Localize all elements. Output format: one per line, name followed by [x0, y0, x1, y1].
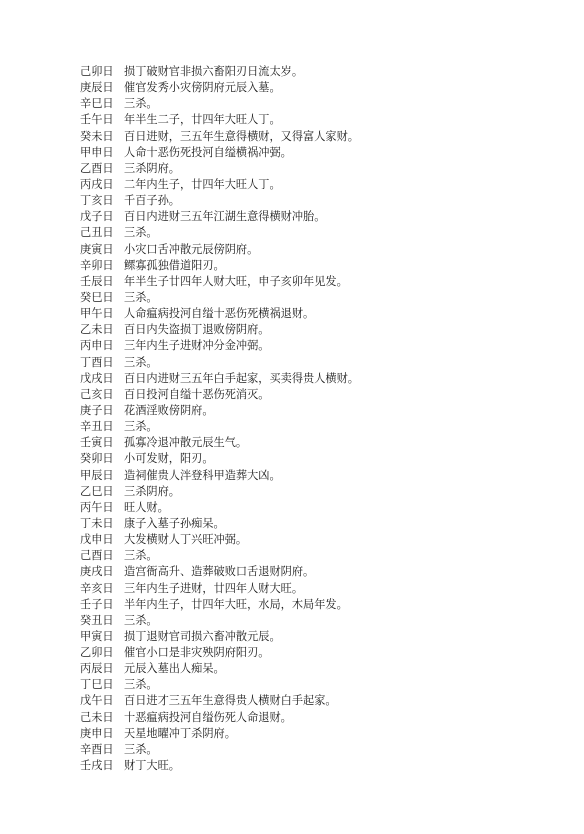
day-description: 百日投河自缢十恶伤死消灭。	[124, 387, 270, 401]
day-description: 损丁退财官司损六畜冲散元辰。	[124, 629, 281, 643]
day-entry	[80, 484, 560, 500]
day-description: 百日内进财三五年江湖生意得横财冲胎。	[124, 210, 326, 224]
day-description: 三杀。	[124, 613, 158, 627]
day-description: 二年内生子，廿四年大旺人丁。	[124, 177, 281, 191]
day-entry	[80, 64, 560, 80]
day-label: 庚戌日	[80, 565, 114, 579]
day-description: 三年内生子进财冲分金冲弼。	[124, 339, 270, 353]
day-entry	[80, 387, 560, 403]
day-description: 三杀。	[124, 678, 158, 692]
day-entry	[80, 532, 560, 548]
day-label: 己丑日	[80, 226, 114, 240]
day-label: 戊戌日	[80, 371, 114, 385]
day-entry	[80, 710, 560, 726]
day-description: 鳏寡孤独借道阳刃。	[124, 258, 225, 272]
day-entry	[80, 306, 560, 322]
day-label: 戊午日	[80, 694, 114, 708]
day-description: 三杀。	[124, 742, 158, 756]
day-entry	[80, 661, 560, 677]
day-label: 丙辰日	[80, 662, 114, 676]
day-description: 三杀。	[124, 355, 158, 369]
day-entry	[80, 177, 560, 193]
day-label: 丁巳日	[80, 678, 114, 692]
day-label: 壬寅日	[80, 436, 114, 450]
day-entry	[80, 161, 560, 177]
day-entry	[80, 290, 560, 306]
day-entry	[80, 274, 560, 290]
day-label: 癸未日	[80, 129, 114, 143]
day-description: 旺人财。	[124, 500, 169, 514]
day-description: 三杀。	[124, 549, 158, 563]
day-entry	[80, 338, 560, 354]
day-label: 丁未日	[80, 516, 114, 530]
day-description: 年半生二子，廿四年大旺人丁。	[124, 113, 281, 127]
day-description: 小灾口舌冲散元辰傍阴府。	[124, 242, 259, 256]
document-body	[80, 64, 560, 774]
day-label: 辛亥日	[80, 581, 114, 595]
day-description: 三杀阴府。	[124, 161, 180, 175]
day-entry	[80, 758, 560, 774]
day-label: 丁亥日	[80, 194, 114, 208]
day-entry	[80, 435, 560, 451]
day-label: 己酉日	[80, 549, 114, 563]
day-label: 己未日	[80, 710, 114, 724]
day-description: 孤寡冷退冲散元辰生气。	[124, 436, 248, 450]
day-description: 三杀。	[124, 420, 158, 434]
day-label: 辛酉日	[80, 742, 114, 756]
day-description: 造宫衙高升、造葬破败口舌退财阴府。	[124, 565, 315, 579]
day-entry	[80, 193, 560, 209]
day-label: 戊申日	[80, 533, 114, 547]
day-label: 壬戌日	[80, 759, 114, 773]
day-entry	[80, 209, 560, 225]
day-label: 癸丑日	[80, 613, 114, 627]
day-label: 壬辰日	[80, 274, 114, 288]
day-label: 甲辰日	[80, 468, 114, 482]
day-description: 大发横财人丁兴旺冲弼。	[124, 533, 248, 547]
day-entry	[80, 516, 560, 532]
day-entry	[80, 726, 560, 742]
day-entry	[80, 742, 560, 758]
day-label: 壬子日	[80, 597, 114, 611]
day-entry	[80, 225, 560, 241]
day-label: 辛巳日	[80, 97, 114, 111]
day-description: 小可发财，阳刃。	[124, 452, 214, 466]
day-entry	[80, 80, 560, 96]
day-description: 人命瘟病投河自缢十恶伤死横祸退财。	[124, 307, 315, 321]
day-entry	[80, 548, 560, 564]
day-label: 庚子日	[80, 403, 114, 417]
day-description: 天星地曜冲丁杀阴府。	[124, 726, 236, 740]
day-label: 壬午日	[80, 113, 114, 127]
day-label: 甲寅日	[80, 629, 114, 643]
day-description: 元辰入墓出人痴呆。	[124, 662, 225, 676]
day-entry	[80, 371, 560, 387]
day-label: 乙酉日	[80, 161, 114, 175]
day-entry	[80, 96, 560, 112]
day-entry	[80, 581, 560, 597]
day-label: 辛丑日	[80, 420, 114, 434]
day-description: 百日内失盗损丁退败傍阴府。	[124, 323, 270, 337]
day-description: 百日进财，三五年生意得横财，又得富人家财。	[124, 129, 359, 143]
day-label: 乙未日	[80, 323, 114, 337]
day-description: 损丁破财官非损六畜阳刃日流太岁。	[124, 65, 304, 78]
day-description: 催官小口是非灾殃阴府阳刃。	[124, 646, 270, 660]
day-label: 丁酉日	[80, 355, 114, 369]
day-description: 半年内生子，廿四年大旺，水局，木局年发。	[124, 597, 348, 611]
day-label: 癸巳日	[80, 290, 114, 304]
day-description: 百日内进财三五年白手起家，买卖得贵人横财。	[124, 371, 359, 385]
day-entry	[80, 693, 560, 709]
day-entry	[80, 564, 560, 580]
day-description: 百日进才三五年生意得贵人横财白手起家。	[124, 694, 337, 708]
day-entry	[80, 242, 560, 258]
day-entry	[80, 677, 560, 693]
day-description: 十恶瘟病投河自缢伤死人命退财。	[124, 710, 292, 724]
day-description: 三杀。	[124, 290, 158, 304]
day-description: 三杀。	[124, 97, 158, 111]
day-label: 己卯日	[80, 65, 114, 78]
day-entry	[80, 451, 560, 467]
day-label: 癸卯日	[80, 452, 114, 466]
day-entry	[80, 500, 560, 516]
day-description: 财丁大旺。	[124, 759, 180, 773]
day-entry	[80, 258, 560, 274]
day-label: 丙申日	[80, 339, 114, 353]
day-entry	[80, 129, 560, 145]
day-label: 庚辰日	[80, 81, 114, 95]
day-description: 花酒淫败傍阴府。	[124, 403, 214, 417]
day-description: 年半生子廿四年人财大旺，申子亥卯年见发。	[124, 274, 348, 288]
day-description: 三杀。	[124, 226, 158, 240]
day-entry	[80, 403, 560, 419]
day-description: 三杀阴府。	[124, 484, 180, 498]
day-entry	[80, 322, 560, 338]
day-label: 庚申日	[80, 726, 114, 740]
day-description: 三年内生子进财，廿四年人财大旺。	[124, 581, 304, 595]
day-entry	[80, 629, 560, 645]
day-entry	[80, 597, 560, 613]
day-description: 人命十恶伤死投河自缢横祸冲弼。	[124, 145, 292, 159]
day-label: 庚寅日	[80, 242, 114, 256]
day-label: 甲申日	[80, 145, 114, 159]
day-entry	[80, 355, 560, 371]
day-label: 丙戌日	[80, 177, 114, 191]
day-label: 戊子日	[80, 210, 114, 224]
day-description: 造祠催贵人泮登科甲造葬大凶。	[124, 468, 281, 482]
day-entry	[80, 468, 560, 484]
day-entry	[80, 112, 560, 128]
day-label: 乙巳日	[80, 484, 114, 498]
day-label: 丙午日	[80, 500, 114, 514]
day-entry	[80, 145, 560, 161]
day-description: 催官发秀小灾傍阴府元辰入墓。	[124, 81, 281, 95]
day-entry	[80, 419, 560, 435]
day-label: 乙卯日	[80, 646, 114, 660]
day-entry	[80, 613, 560, 629]
day-label: 辛卯日	[80, 258, 114, 272]
day-label: 己亥日	[80, 387, 114, 401]
day-description: 千百子孙。	[124, 194, 180, 208]
day-description: 康子入墓子孙痴呆。	[124, 516, 225, 530]
day-label: 甲午日	[80, 307, 114, 321]
day-entry	[80, 645, 560, 661]
